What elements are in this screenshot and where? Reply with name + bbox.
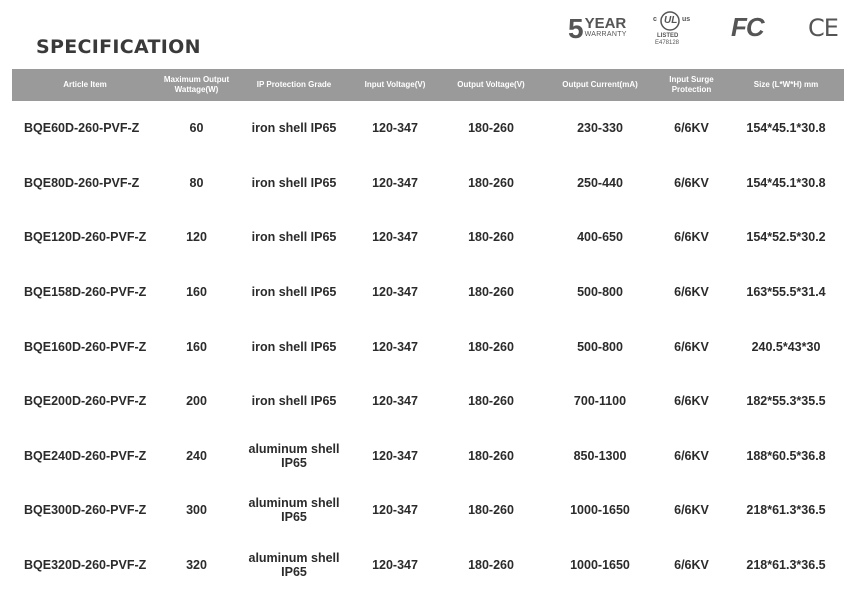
cell-size: 163*55.5*31.4 xyxy=(746,285,826,300)
cell-ip-grade: aluminum shell IP65 xyxy=(248,496,340,525)
cell-wattage: 160 xyxy=(186,285,207,300)
cell-article-item: BQE80D-260-PVF-Z xyxy=(24,175,140,190)
cell-article-item: BQE160D-260-PVF-Z xyxy=(24,339,147,354)
cell-article-item: BQE200D-260-PVF-Z xyxy=(24,394,147,409)
ul-listed: LISTED xyxy=(657,33,679,39)
cell-surge-protection: 6/6KV xyxy=(674,175,709,190)
cell-wattage: 240 xyxy=(186,448,207,463)
header-ip-grade: IP Protection Grade xyxy=(256,80,332,89)
ul-c: c xyxy=(653,16,657,23)
cell-article-item: BQE240D-260-PVF-Z xyxy=(24,448,147,463)
specification-table xyxy=(12,69,844,592)
cell-output-current: 230-330 xyxy=(577,121,623,136)
cell-output-voltage: 180-260 xyxy=(468,175,514,190)
cell-article-item: BQE158D-260-PVF-Z xyxy=(24,285,147,300)
cell-ip-grade: iron shell IP65 xyxy=(251,285,337,300)
cell-output-current: 700-1100 xyxy=(573,394,627,409)
cell-surge-protection: 6/6KV xyxy=(674,558,709,573)
header-article-item: Article Item xyxy=(63,80,107,89)
cell-ip-grade: iron shell IP65 xyxy=(251,339,337,354)
cell-wattage: 120 xyxy=(186,230,207,245)
cell-article-item: BQE320D-260-PVF-Z xyxy=(24,558,147,573)
cell-input-voltage: 120-347 xyxy=(372,503,418,518)
cell-output-current: 1000-1650 xyxy=(570,503,630,518)
cell-output-current: 250-440 xyxy=(577,175,623,190)
cell-surge-protection: 6/6KV xyxy=(674,339,709,354)
table-row xyxy=(12,101,844,156)
cell-output-current: 500-800 xyxy=(577,339,623,354)
ul-mark: UL xyxy=(664,15,678,26)
cell-wattage: 60 xyxy=(189,121,204,136)
cell-input-voltage: 120-347 xyxy=(372,558,418,573)
cell-surge-protection: 6/6KV xyxy=(674,448,709,463)
table-row xyxy=(12,265,844,320)
cell-ip-grade: iron shell IP65 xyxy=(251,121,337,136)
cell-wattage: 300 xyxy=(186,503,207,518)
header-max-wattage: Maximum Output Wattage(W) xyxy=(163,75,230,94)
cell-wattage: 160 xyxy=(186,339,207,354)
cell-surge-protection: 6/6KV xyxy=(674,394,709,409)
page-title: SPECIFICATION xyxy=(36,36,201,58)
cell-article-item: BQE300D-260-PVF-Z xyxy=(24,503,147,518)
cell-output-voltage: 180-260 xyxy=(468,339,514,354)
header-output-voltage: Output Voltage(V) xyxy=(457,80,525,89)
cell-size: 182*55.3*35.5 xyxy=(746,394,826,409)
cell-input-voltage: 120-347 xyxy=(372,285,418,300)
cell-size: 240.5*43*30 xyxy=(751,339,821,354)
header-size: Size (L*W*H) mm xyxy=(753,80,819,89)
ul-listed-logo xyxy=(652,10,702,50)
table-row xyxy=(12,210,844,265)
table-row xyxy=(12,429,844,484)
cell-input-voltage: 120-347 xyxy=(372,230,418,245)
header-output-current: Output Current(mA) xyxy=(562,80,638,89)
cell-wattage: 200 xyxy=(186,394,207,409)
cell-output-voltage: 180-260 xyxy=(468,285,514,300)
cell-article-item: BQE60D-260-PVF-Z xyxy=(24,121,140,136)
cell-output-voltage: 180-260 xyxy=(468,503,514,518)
header-surge-protection: Input Surge Protection xyxy=(669,75,714,94)
cell-size: 154*52.5*30.2 xyxy=(746,230,826,245)
table-row xyxy=(12,483,844,538)
cell-size: 154*45.1*30.8 xyxy=(746,121,826,136)
cell-size: 218*61.3*36.5 xyxy=(746,503,826,518)
cell-output-current: 500-800 xyxy=(577,285,623,300)
cell-wattage: 320 xyxy=(186,558,207,573)
ul-file-number: E478128 xyxy=(655,40,680,46)
table-header-row xyxy=(12,69,844,101)
cell-wattage: 80 xyxy=(189,175,204,190)
cell-input-voltage: 120-347 xyxy=(372,394,418,409)
warranty-logo xyxy=(568,13,627,44)
cell-ip-grade: aluminum shell IP65 xyxy=(248,441,340,470)
cell-surge-protection: 6/6KV xyxy=(674,503,709,518)
cell-surge-protection: 6/6KV xyxy=(674,121,709,136)
cell-output-current: 400-650 xyxy=(577,230,623,245)
ul-us: us xyxy=(682,16,691,23)
cell-ip-grade: aluminum shell IP65 xyxy=(248,551,340,580)
certification-logos xyxy=(0,10,863,50)
table-row xyxy=(12,538,844,592)
cell-output-voltage: 180-260 xyxy=(468,230,514,245)
cell-ip-grade: iron shell IP65 xyxy=(251,394,337,409)
cell-output-voltage: 180-260 xyxy=(468,558,514,573)
warranty-number: 5 xyxy=(568,13,584,44)
cell-input-voltage: 120-347 xyxy=(372,121,418,136)
ce-logo: CE xyxy=(808,14,838,42)
cell-input-voltage: 120-347 xyxy=(372,448,418,463)
cell-size: 188*60.5*36.8 xyxy=(746,448,826,463)
cell-article-item: BQE120D-260-PVF-Z xyxy=(24,230,147,245)
cell-size: 218*61.3*36.5 xyxy=(746,558,826,573)
cell-input-voltage: 120-347 xyxy=(372,339,418,354)
warranty-word: YEAR xyxy=(584,15,627,32)
cell-input-voltage: 120-347 xyxy=(372,175,418,190)
table-row xyxy=(12,319,844,374)
table-row xyxy=(12,156,844,211)
fc-logo: FC xyxy=(731,12,764,42)
header-input-voltage: Input Voltage(V) xyxy=(364,80,426,89)
cell-output-voltage: 180-260 xyxy=(468,394,514,409)
table-row xyxy=(12,374,844,429)
cell-surge-protection: 6/6KV xyxy=(674,285,709,300)
cell-ip-grade: iron shell IP65 xyxy=(251,175,337,190)
cell-output-current: 850-1300 xyxy=(573,448,627,463)
cell-output-voltage: 180-260 xyxy=(468,448,514,463)
cell-ip-grade: iron shell IP65 xyxy=(251,230,337,245)
cell-output-voltage: 180-260 xyxy=(468,121,514,136)
cell-surge-protection: 6/6KV xyxy=(674,230,709,245)
cell-output-current: 1000-1650 xyxy=(570,558,630,573)
warranty-sub: WARRANTY xyxy=(584,31,627,38)
cell-size: 154*45.1*30.8 xyxy=(746,175,826,190)
